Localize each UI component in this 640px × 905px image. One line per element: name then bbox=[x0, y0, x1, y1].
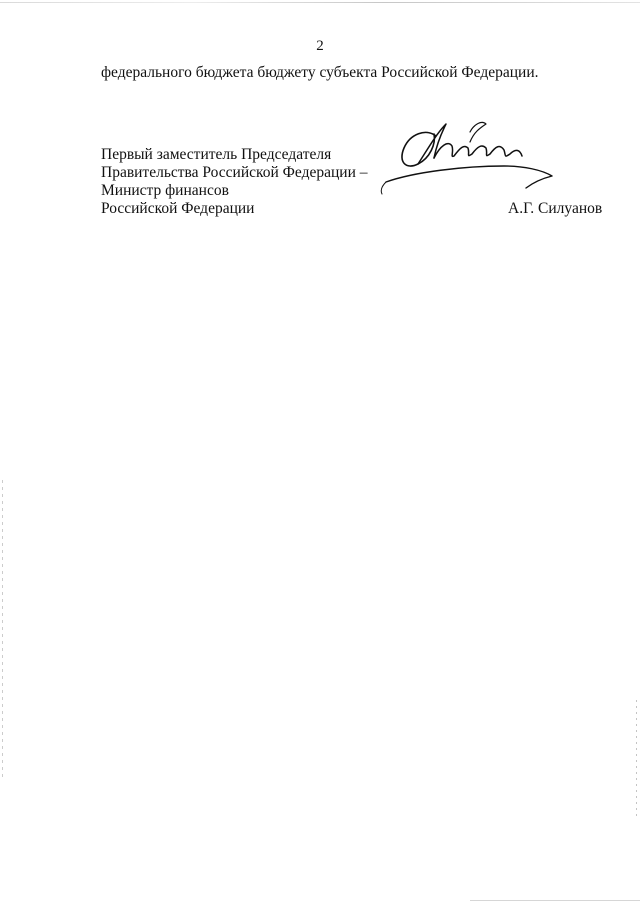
position-line: Первый заместитель Председателя bbox=[101, 146, 332, 163]
page-number: 2 bbox=[316, 38, 324, 54]
body-text: федерального бюджета бюджету субъекта Российской Федерации. bbox=[101, 64, 539, 81]
scan-edge-left bbox=[2, 480, 3, 780]
signatory-position bbox=[101, 146, 368, 218]
position-line: Российской Федерации bbox=[101, 200, 255, 217]
scan-edge-right bbox=[636, 700, 637, 820]
signer-name: А.Г. Силуанов bbox=[508, 200, 603, 217]
scan-edge-bottom bbox=[470, 900, 640, 901]
position-line: Министр финансов bbox=[101, 182, 229, 199]
position-line: Правительства Российской Федерации – bbox=[101, 164, 368, 181]
scan-edge-top bbox=[0, 2, 640, 3]
handwritten-signature bbox=[374, 112, 574, 202]
